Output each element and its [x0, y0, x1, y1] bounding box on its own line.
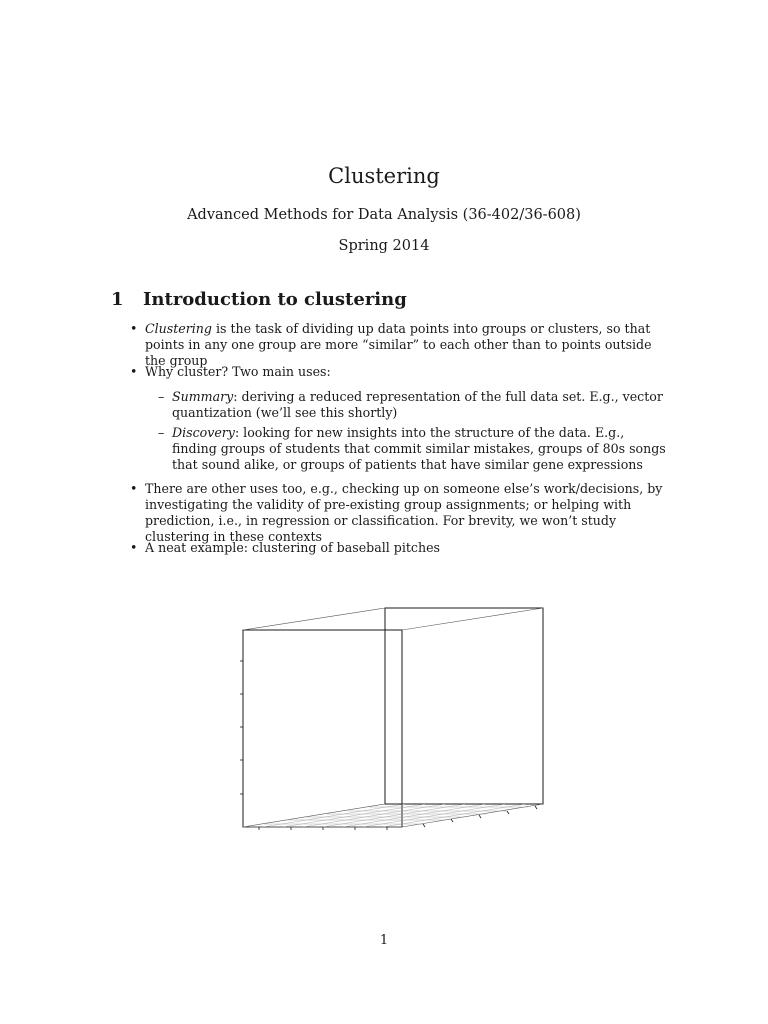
- subbullet-discovery: [172, 425, 667, 473]
- section-number: 1: [111, 289, 124, 310]
- bullet-why-cluster: [145, 364, 665, 380]
- bullet-clustering-definition: [145, 321, 665, 369]
- subbullet-text: : deriving a reduced representation of the full data set. E.g., vector quantization (we’ll see this shortly): [172, 389, 663, 420]
- section-title: Introduction to clustering: [143, 289, 407, 310]
- bullet-text: Why cluster? Two main uses:: [145, 364, 331, 379]
- back-frame: [385, 608, 543, 804]
- front-frame: [243, 630, 402, 827]
- page-number: 1: [379, 933, 389, 948]
- floor-grid: [243, 804, 528, 827]
- subbullet-text: : looking for new insights into the structure of the data. E.g., finding groups of students that commit similar mistakes, groups of 80s songs that sound alike, or groups of patients that have similar gene expressions: [172, 425, 666, 472]
- 3d-box-figure: [230, 600, 560, 840]
- bullet-text: There are other uses too, e.g., checking up on someone else’s work/decisions, by investigating the validity of pre-existing group assignments; or helping with prediction, i.e., in regression or classification. For brevity, we won’t study clustering in these contexts: [145, 481, 663, 544]
- depth-axis-ticks: [423, 806, 537, 827]
- bullet-text: A neat example: clustering of baseball pitches: [145, 540, 441, 555]
- subbullet-summary: [172, 389, 667, 421]
- term-discovery: Discovery: [172, 425, 235, 440]
- bullet-text: is the task of dividing up data points into groups or clusters, so that points in any one group are more “similar” to each other than to points outside the group: [145, 321, 652, 368]
- term-summary: Summary: [172, 389, 234, 404]
- term-clustering: Clustering: [145, 321, 212, 336]
- section-heading: [111, 288, 407, 312]
- depth-edge-top-right: [402, 608, 543, 630]
- bullet-other-uses: [145, 481, 665, 545]
- document-date: Spring 2014: [338, 238, 430, 254]
- bullet-baseball-example: [145, 540, 665, 556]
- document-title: Clustering: [328, 164, 440, 188]
- depth-edge-top-left: [243, 608, 385, 630]
- course-subtitle: Advanced Methods for Data Analysis (36-402/36-608): [187, 207, 581, 223]
